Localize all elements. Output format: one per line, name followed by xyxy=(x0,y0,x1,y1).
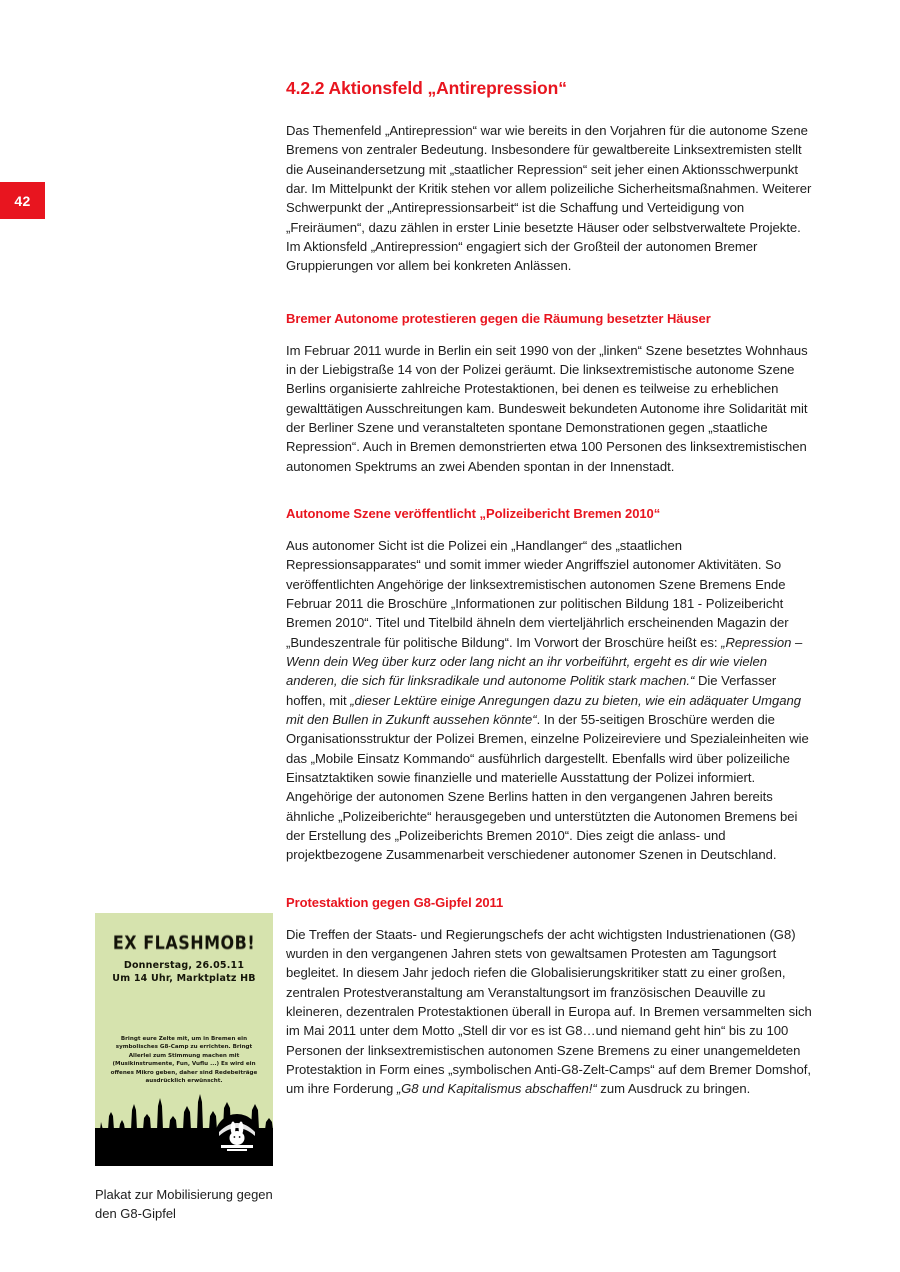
poster-title-text: EX FLASHMOB! xyxy=(112,931,256,954)
paragraph-run-plain-3: . In der 55-seitigen Broschüre werden die Organisationsstruktur der Polizei Bremen, einzelne Polizeireviere und Spezialeinheiten wie das „Mobile Einsatz Kommando“ ausführlich dargestellt. Ebenfalls wird über polizeiliche Einsatztaktiken sowie finanzielle und materielle Ausstattung der Polizei informiert. Angehörige der autonomen Szene Berlins hatten in den vergangenen Jahren bereits ähnliche „Polizeiberichte“ herausgegeben und unterstützten die Autonomen Bremens bei der Erstellung des „Polizeiberichts Bremen 2010“. Dies zeigt die anlass- und projektbezogene Zusammenarbeit verschiedener autonomer Szenen in Deutschland. xyxy=(286,711,809,863)
paragraph-polizeibericht-bremen-2010 xyxy=(286,536,813,865)
page-number-tab: 42 xyxy=(0,182,45,219)
paragraph-run-plain-1: Die Treffen der Staats- und Regierungschefs der acht wichtigsten Industrienationen (G8) wurden in den vergangenen Jahren stets von gewaltsamen Protesten am Tagungsort begleitet. In diesem Jahr jedoch riefen die Globalisierungskritiker statt zu einer großen, zentralen Protestveranstaltung am Veranstaltungsort im französischen Deauville zu kleineren, dezentralen Protestaktionen überall in Europa auf. In Bremen versammelten sich im Mai 2011 unter dem Motto „Stell dir vor es ist G8…und niemand geht hin“ bis zu 100 Personen der linksextremistischen autonomen Szene Bremens zu einer unangemeldeten Protestaktion in Form eines „symbolischen Anti-G8-Zelt-Camps“ auf dem Bremer Domshof, um ihre Forderung xyxy=(286,926,812,1097)
figure-caption: Plakat zur Mobilisierung gegen den G8-Gipfel xyxy=(95,1187,273,1221)
paragraph-run-quote-1: „Repression – Wenn dein Weg über kurz oder lang nicht an ihr vorbeiführt, ergeht es dir wie vielen anderen, die sich für linksradikale und autonome Politik stark machen.“ xyxy=(286,634,803,689)
poster-date-block xyxy=(95,959,273,985)
paragraph-run-quote-1: „G8 und Kapitalismus abschaffen!“ xyxy=(396,1081,597,1097)
paragraph-run-plain-1: Aus autonomer Sicht ist die Polizei ein „Handlanger“ des „staatlichen Repressionsapparates“ und somit immer wieder Angriffsziel autonomer Aktivitäten. So veröffentlichten Angehörige der linksextremistischen autonomen Szene Bremens Ende Februar 2011 die Broschüre „Informationen zur politischen Bildung 181 - Polizeibericht Bremen 2010“. Titel und Titelbild ähneln dem vierteljährlich erscheinenden Magazin der „Bundeszentrale für politische Bildung“. Im Vorwort der Broschüre heißt es: xyxy=(286,537,789,650)
poster-image xyxy=(95,913,273,1166)
paragraph-protestaktion-g8-gipfel-2011 xyxy=(286,925,813,1099)
poster-body-text: Bringt eure Zelte mit, um in Bremen ein symbolisches G8-Camp zu errichten. Bringt Allerlei zum Stimmung machen mit (Musikinstrumente, Fun, Vuflu ...) Es wird ein offenes Mikro geben, daher sind Redebeiträge ausdrücklich erwünscht. xyxy=(110,1036,258,1085)
spacer xyxy=(286,476,813,506)
paragraph-run-plain-2: Die Verfasser hoffen, mit xyxy=(286,673,777,708)
main-content-column xyxy=(286,78,813,1099)
paragraph-run-plain-2: zum Ausdruck zu bringen. xyxy=(596,1081,751,1097)
subheading-polizeibericht-bremen-2010: Autonome Szene veröffentlicht „Polizeibericht Bremen 2010“ xyxy=(286,505,661,521)
poster-date-line-1: Donnerstag, 26.05.11 xyxy=(123,960,245,971)
paragraph-run-quote-2: „dieser Lektüre einige Anregungen dazu zu bieten, wie ein adäquater Umgang mit den Bullen in Zukunft aussehen könnte“ xyxy=(286,692,801,727)
subheading-protestaktion-g8-gipfel-2011: Protestaktion gegen G8-Gipfel 2011 xyxy=(286,894,504,910)
figure-poster-g8 xyxy=(95,913,273,1223)
page-title: 4.2.2 Aktionsfeld „Antirepression“ xyxy=(286,78,567,98)
spacer xyxy=(286,276,813,311)
paragraph-raeumung-besetzter-haeuser: Im Februar 2011 wurde in Berlin ein seit 1990 von der „linken“ Szene besetztes Wohnhaus in der Liebigstraße 14 von der Polizei geräumt. Die linksextremistische autonome Szene Berlins organisierte zahlreiche Protestaktionen, bei denen es teilweise zu erheblichen gewalttätigen Ausschreitungen kam. Bundesweit bekundeten Autonome ihre Solidarität mit der Berliner Szene und veranstalteten spontane Demonstrationen gegen „staatliche Repression“. Auch in Bremen demonstrierten etwa 100 Personen des linksextremistischen autonomen Spektrums an zwei Abenden spontan in der Innenstadt. xyxy=(286,342,808,474)
rabbit-emblem-icon xyxy=(215,1112,259,1158)
spacer xyxy=(286,865,813,895)
poster-date-line-2: Um 14 Uhr, Marktplatz HB xyxy=(112,973,256,984)
section-intro-paragraph: Das Themenfeld „Antirepression“ war wie bereits in den Vorjahren für die autonome Szene Bremens von zentraler Bedeutung. Insbesondere für gewaltbereite Linksextremisten stellt die Auseinandersetzung mit „staatlicher Repression“ seit jeher einen Aktionsschwerpunkt dar. Im Mittelpunkt der Kritik stehen vor allem polizeiliche Sicherheitsmaßnahmen. Weiterer Schwerpunkt der „Antirepressionsarbeit“ ist die Schaffung und Verteidigung von „Freiräumen“, dazu zählen in erster Linie besetzte Häuser oder selbstverwaltete Projekte. Im Aktionsfeld „Antirepression“ engagiert sich der Großteil der autonomen Bremer Gruppierungen vor allem bei konkreten Anlässen. xyxy=(286,122,812,274)
subheading-raeumung-besetzter-haeuser: Bremer Autonome protestieren gegen die Räumung besetzter Häuser xyxy=(286,310,711,326)
